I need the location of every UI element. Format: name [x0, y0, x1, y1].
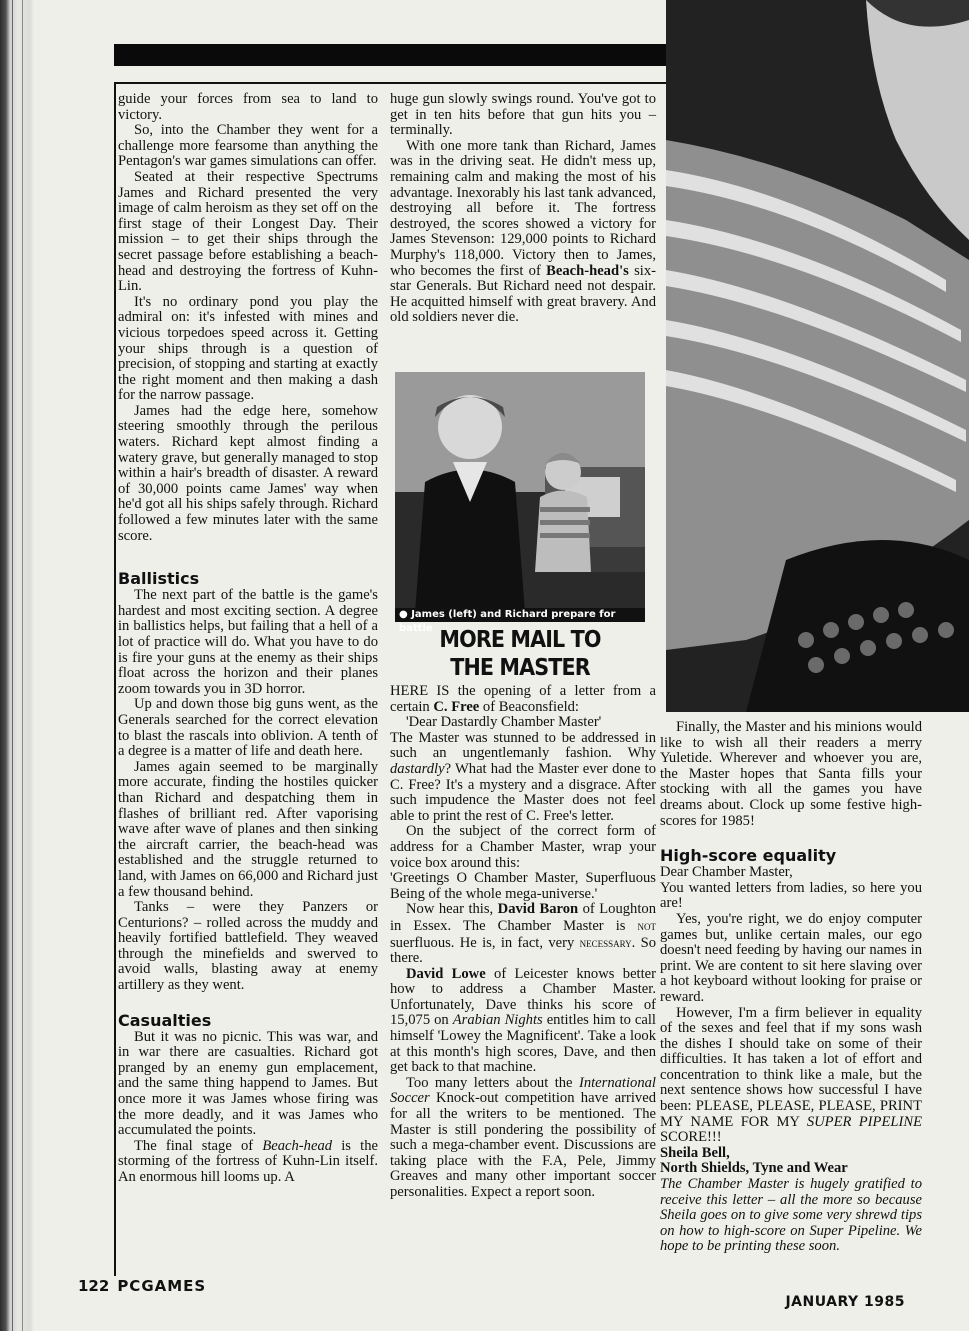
paragraph: It's no ordinary pond you play the admiral on: it's infested with mines and vicious torpedoes speed across it. Getting your ships through is a question of precision, of stopping and starting at exactly the right moment and then making a dash for the narrow passage.: [118, 293, 378, 404]
text-run: North Shields, Tyne and Wear: [660, 1160, 848, 1177]
page-footer-left: [78, 1277, 206, 1295]
paragraph: [118, 1139, 378, 1186]
paragraph: 'Dear Dastardly Chamber Master': [406, 714, 602, 731]
issue-date: JANUARY 1985: [785, 1294, 905, 1310]
game-title: International Soccer: [390, 1074, 656, 1107]
paragraph: [390, 731, 656, 825]
game-title: SUPER PIPELINE: [806, 1113, 922, 1130]
text-run: Now hear this,: [406, 901, 498, 918]
text-run: Sheila Bell,: [660, 1144, 730, 1161]
binding-line: [22, 0, 23, 1331]
paragraph: [390, 684, 656, 715]
text-run: necessary: [579, 934, 632, 950]
paragraph: [390, 967, 656, 1076]
section-headline: [408, 626, 633, 682]
reader-name: David Lowe: [406, 965, 486, 982]
binding-line: [4, 0, 5, 1331]
text-run: entitles him to call himself 'Lowey the Magnificent'. Take a look at this month's high scores, Dave, and then get back to that machine.: [390, 1012, 656, 1076]
boy-photo: [666, 0, 969, 712]
text-run: The final stage of: [134, 1137, 263, 1154]
headline-line-2: THE MASTER: [450, 655, 590, 681]
reader-name: C. Free: [433, 698, 480, 715]
paragraph: James again seemed to be marginally more accurate, finding the hostiles quicker than Richard and despatching them in flashes of brilliant red. After vaporising wave after wave of planes and then sinking the aircraft carrier, the beach-head was established and the struggle returned to land, with James on 66,000 and Richard just a few thousand behind.: [118, 758, 378, 900]
paragraph: guide your forces from sea to land to victory.: [118, 91, 378, 123]
paragraph: 'Greetings O Chamber Master, Superfluous Being of the whole mega-universe.': [390, 870, 656, 902]
game-title: Beach-head's: [546, 262, 629, 279]
text-run: SCORE!!!: [660, 1129, 722, 1146]
paragraph: Tanks – were they Panzers or Centurions? – rolled across the muddy and heavily fortified battlefield. They weaved through the minefields and swerved to avoid walls, blasting away at enemy artillery as they went.: [118, 899, 378, 994]
paragraph: [390, 902, 656, 966]
paragraph: Up and down those big guns went, as the Generals searched for the correct elevation to blast the rascals into oblivion. A tenth of a degree is a matter of life and death here.: [118, 696, 378, 760]
article-column-3: [660, 720, 922, 1255]
paragraph: You wanted letters from ladies, so here you are!: [660, 879, 922, 912]
paragraph: Dear Chamber Master,: [660, 864, 793, 881]
text-run: of Beaconsfield:: [479, 698, 579, 715]
paragraph: [390, 1076, 656, 1201]
paragraph: [390, 139, 656, 326]
text-run: With one more tank than Richard, James was in the driving seat. He didn't mess up, remaining calm and making the most of his advantage. Inexorably his last tank advanced, destroying all before it. The fortress destroyed, the scores showed a victory for James Stevenson: 129,000 points to Richard Murphy's 118,000. Victory then to James, who becomes the first of: [390, 137, 656, 279]
text-run: . So there.: [390, 934, 656, 967]
paragraph: huge gun slowly swings round. You've got to get in ten hits before that gun hits you – terminally.: [390, 91, 656, 139]
reader-name: David Baron: [497, 901, 579, 918]
column-rule-top: [114, 82, 680, 84]
article-column-1: [118, 92, 378, 1186]
photo-caption: ● James (left) and Richard prepare for battle: [395, 608, 645, 622]
signature-location: [660, 1161, 922, 1177]
text-run: of Leicester knows better how to address a Chamber Master. Unfortunately, Dave thinks his score of 15,075 on: [390, 965, 656, 1029]
game-title: Arabian Nights: [452, 1012, 543, 1029]
page-number: 122: [78, 1277, 110, 1295]
boy-photo-image: [666, 0, 969, 712]
paragraph: The next part of the battle is the game's hardest and most exciting section. A degree in ballistics helps, but failing that a hell of a lot of practice will do. What you have to do is fire your guns at the enemy as their ships float across the horizon and their planes zoom towards you in 3D horror.: [118, 587, 378, 697]
editor-reply: [660, 1177, 922, 1255]
paragraph: So, into the Chamber they went for a challenge more fearsome than anything the Pentagon's war games simulations can offer.: [118, 122, 378, 170]
text-run: Too many letters about the: [406, 1074, 579, 1091]
paragraph: Finally, the Master and his minions would like to wish all their readers a merry Yuletide. Wherever and whoever you are, the Master hopes that Santa fills your stocking with all the games you have dreams about. Clock up some festive high-scores for 1985!: [660, 719, 922, 829]
paragraph: Yes, you're right, we do enjoy computer games but, unlike certain males, our ego doesn't need feeding by having our names in print. We are content to sit here slaving over a hot keyboard without looking for praise or reward.: [660, 910, 922, 1005]
binding-line: [12, 0, 13, 1331]
subheading-casualties: Casualties: [118, 1010, 212, 1030]
players-photo-image: [395, 372, 645, 612]
game-title: Beach-head: [262, 1137, 333, 1154]
paragraph: [660, 1006, 922, 1146]
headline-line-1: MORE MAIL TO: [439, 627, 601, 653]
subheading-ballistics: Ballistics: [118, 569, 200, 589]
binding-edge: [0, 0, 34, 1331]
text-run: suerfluous. He is, in fact, very: [390, 934, 580, 951]
paragraph: On the subject of the correct form of address for a Chamber Master, wrap your voice box around this:: [390, 823, 656, 871]
text-run: not: [637, 917, 656, 933]
text-run: ? What had the Master ever done to C. Free? It's a mystery and a disgrace. After such impudence the Master does not feel able to print the rest of C. Free's letter.: [390, 760, 656, 824]
text-run: dastardly: [390, 760, 445, 777]
mail-column: [390, 684, 656, 1201]
paragraph: But it was no picnic. This was war, and in war there are casualties. Richard got pranged by an enemy gun emplacement, and the same thing happend to James. But once more it was James whose firing was the more deadly, and it was James who accumulated the points.: [118, 1028, 378, 1139]
players-photo: [395, 372, 645, 612]
column-rule-left: [114, 82, 116, 1276]
signature-name: [660, 1146, 922, 1162]
text-run: Knock-out competition have arrived for all the writers to be mentioned. The Master is still pondering the possibility of such a mega-chamber event. Discussions are taking place with the F.A, Pele, Jimmy Greaves and many other important soccer personalities. Expect a report soon.: [390, 1090, 656, 1200]
text-run: of Loughton in Essex. The Chamber Master is: [390, 901, 656, 934]
text-run: is the storming of the fortress of Kuhn-Lin itself. An enormous hill looms up. A: [118, 1137, 378, 1185]
article-column-2: [390, 92, 656, 326]
text-run: six-star Generals. But Richard need not despair. He acquitted himself with great bravery. And old soldiers never die.: [390, 262, 656, 326]
text-run: The Chamber Master is hugely gratified to receive this letter – all the more so because Sheila goes on to give some very shrewd tips on how to high-score on Super Pipeline. We hope to be printing these soon.: [660, 1176, 922, 1255]
subheading-high-score-equality: High-score equality: [660, 846, 837, 866]
magazine-name: PCGAMES: [117, 1277, 207, 1295]
paragraph: Seated at their respective Spectrums James and Richard presented the very image of calm heroism as they set off on the first stage of their Longest Day. Their mission – to get their ships through the secret passage before establishing a beach-head and destroying the fortress of Kuhn-Lin.: [118, 168, 378, 295]
paragraph: James had the edge here, somehow steering smoothly through the perilous waters. Richard kept almost finding a watery grave, but generally managed to stop within a hair's breadth of disaster. A reward of 30,000 points came James' way when he'd got all his ships safely through. Richard followed a few minutes later with the same score.: [118, 402, 378, 544]
text-run: However, I'm a firm believer in equality of the sexes and feel that if my sons wash the dishes I should take on some of their difficulties. It has taken a lot of effort and concentration to think like a male, but the next sentence shows how successful I have been: PLEASE, PLEASE, PLEASE, PRINT MY NAME FOR MY: [660, 1004, 922, 1130]
text-run: HERE IS the opening of a letter from a certain: [390, 683, 656, 715]
text-run: The Master was stunned to be addressed in such an ungentlemanly fashion. Why: [390, 729, 656, 762]
